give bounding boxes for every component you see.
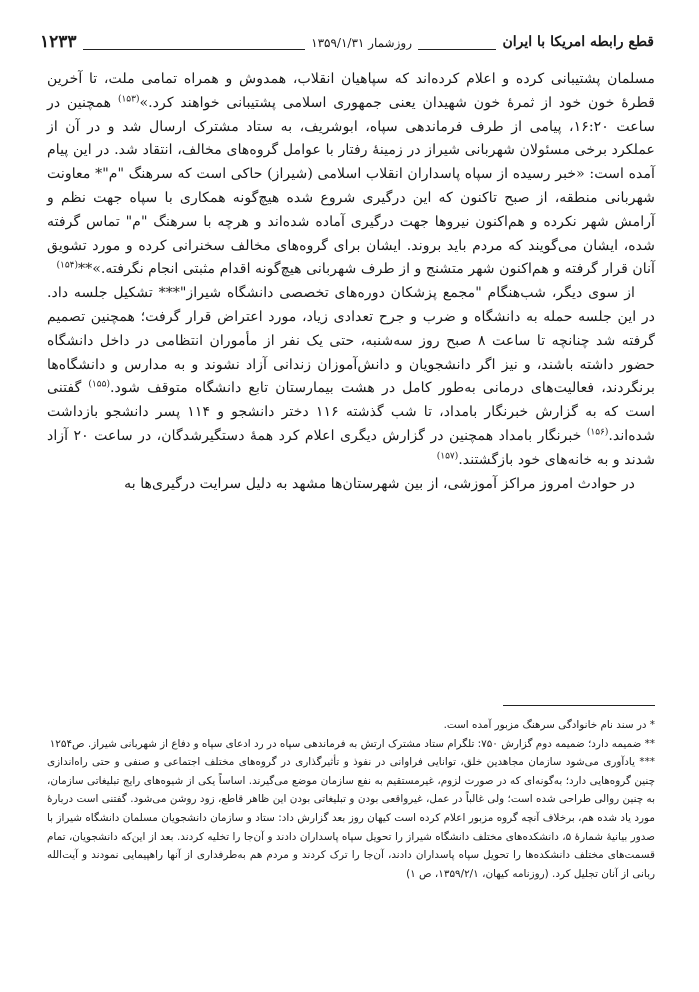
page-number: ۱۲۳۳ xyxy=(40,32,83,52)
paragraph-text: در حوادث امروز مراکز آموزشی، از بین شهرستان‌ها مشهد به دلیل سرایت درگیری‌ها به xyxy=(124,475,635,492)
footnote-reference: (۱۵۷) xyxy=(436,451,459,462)
footnote: *** یادآوری می‌شود سازمان مجاهدین خلق، توانایی فراوانی در نفوذ و تأثیرگذاری در گروه‌های مختلف اجتماعی و صنفی و حتی راه‌اندازی چنین گروه‌هایی دارد؛ به‌گونه‌ای که در صورت لزوم، غیرمستقیم به نفع سازمان موضع می‌گیرند. اساساً یکی از شیوه‌های رایج تبلیغاتی سازمان، به چنین روالی طراحی شده است؛ ولی غالباً در عمل، غیرواقعی بودن و تبلیغاتی بودن این ظاهر قاطع، زود روشن می‌شود. گفتنی است دربارهٔ مورد یاد شده هم، برخلاف آنچه گروه مزبور اعلام کرده است کیهان روز بعد گزارش داد: ستاد و سازمان دانشجویان مسلمان دانشگاه شیراز با صدور بیانیهٔ شمارهٔ ۵، دانشکده‌های مختلف دانشگاه شیراز را تحویل سپاه پاسداران دادند و آن‌جا را تخلیه کردند. بعد از این‌که دانشجویان، تمام قسمت‌های مختلف دانشکده‌ها را تحویل سپاه پاسداران دادند، آن‌جا را ترک کردند و مردم هم به‌طرفداری از آنها راهپیمایی نمودند و آیت‌الله ربانی از آنان تجلیل کرد. (روزنامه کیهان، ۱۳۵۹/۲/۱، ص ۱) xyxy=(47,756,655,880)
footnote-reference: (۱۵۴) xyxy=(56,260,79,271)
footnote-separator xyxy=(503,705,655,706)
footnote: * در سند نام خانوادگی سرهنگ مزبور آمده است. xyxy=(443,719,655,731)
paragraph-text: از سوی دیگر، شب‌هنگام "مجمع پزشکان دوره‌های تخصصی دانشگاه شیراز"*** تشکیل جلسه داد. در این جلسه حمله به دانشگاه و ضرب و جرح تعدادی زیاد، مورد اعتراض قرار گرفت؛ همچنین تصمیم گرفته شد چنانچه تا ساعت ۸ صبح روز سه‌شنبه، حتی یک نفر از مأموران انتظامی در داخل دانشگاه حضور داشته باشند، و نیز اگر دانشجویان و دانش‌آموزان زندانی آزاد نشوند و به مدارس و دانشگاه‌ها برنگردند، فعالیت‌های درمانی به‌طور کامل در هشت بیمارستان تابع دانشگاه متوقف شود. xyxy=(47,285,655,397)
paragraph xyxy=(47,282,655,472)
footnote: ** ضمیمه دارد؛ ضمیمه دوم گزارش ۷۵۰: تلگرام ستاد مشترک ارتش به فرماندهی سپاه در رد ادعای سپاه و دفاع از شهربانی شیراز. ص۱۲۵۴ xyxy=(49,737,655,750)
footnote-reference: (۱۵۵) xyxy=(88,379,110,390)
body-text xyxy=(47,68,655,496)
footnote-reference: (۱۵۳) xyxy=(117,94,140,105)
paragraph-text: همچنین در ساعت ۱۶:۲۰، پیامی از طرف فرماندهی سپاه، ابوشریف، به ستاد مشترک ارسال شد و در آن از عملکرد برخی مسئولان شهربانی شیراز در زمینهٔ رفتار با عوامل گروه‌های مخالف، انتقاد شد. در این پیام آمده است: «خبر رسیده از سپاه پاسداران انقلاب اسلامی (شیراز) حاکی است که سرهنگ "م"* معاونت شهربانی منطقه، از صبح تاکنون که این درگیری شروع شده هیچ‌گونه همکاری با سپاه جهت نظم و آرامش شهر نکرده و هم‌اکنون نیروها جهت درگیری آماده شده‌اند و هرچه با سرهنگ "م" تماس گرفته شده، ایشان می‌گویند که مردم باید بروند. ایشان برای گروه‌های مخالف سخنرانی کرده و مورد تشویق آنان قرار گرفته و هم‌اکنون شهر متشنج و از طرف شهربانی هیچ‌گونه اقدام مثبتی انجام نگرفته.»** xyxy=(47,94,655,278)
footnote-reference: (۱۵۶) xyxy=(586,427,609,438)
footnotes xyxy=(47,716,655,883)
paragraph-text: خبرنگار بامداد همچنین در گزارش دیگری اعلام کرد همهٔ دستگیرشدگان، در ساعت ۲۰ آزاد شدند و به خانه‌های خود بازگشتند. xyxy=(47,427,655,468)
chapter-title: قطع رابطه امریکا با ایران xyxy=(496,34,654,50)
daily-date: روزشمار ۱۳۵۹/۱/۳۱ xyxy=(305,36,418,50)
paragraph-text: گفتنی است که به گزارش خبرنگار بامداد، تا شب گذشته ۱۱۶ دختر دانشجو و ۱۱۴ پسر دانشجو بازداشت شده‌اند. xyxy=(47,380,656,444)
paragraph xyxy=(47,68,655,282)
running-header xyxy=(40,34,654,58)
paragraph xyxy=(47,473,655,497)
paragraph-text: مسلمان پشتیبانی کرده و اعلام کرده‌اند که سپاهیان انقلاب، همدوش و همراه تمامی ملت، تا آخرین قطرهٔ خون خود از ثمرهٔ خون شهیدان یعنی جمهوری اسلامی پشتیبانی خواهند کرد.» xyxy=(47,71,655,111)
